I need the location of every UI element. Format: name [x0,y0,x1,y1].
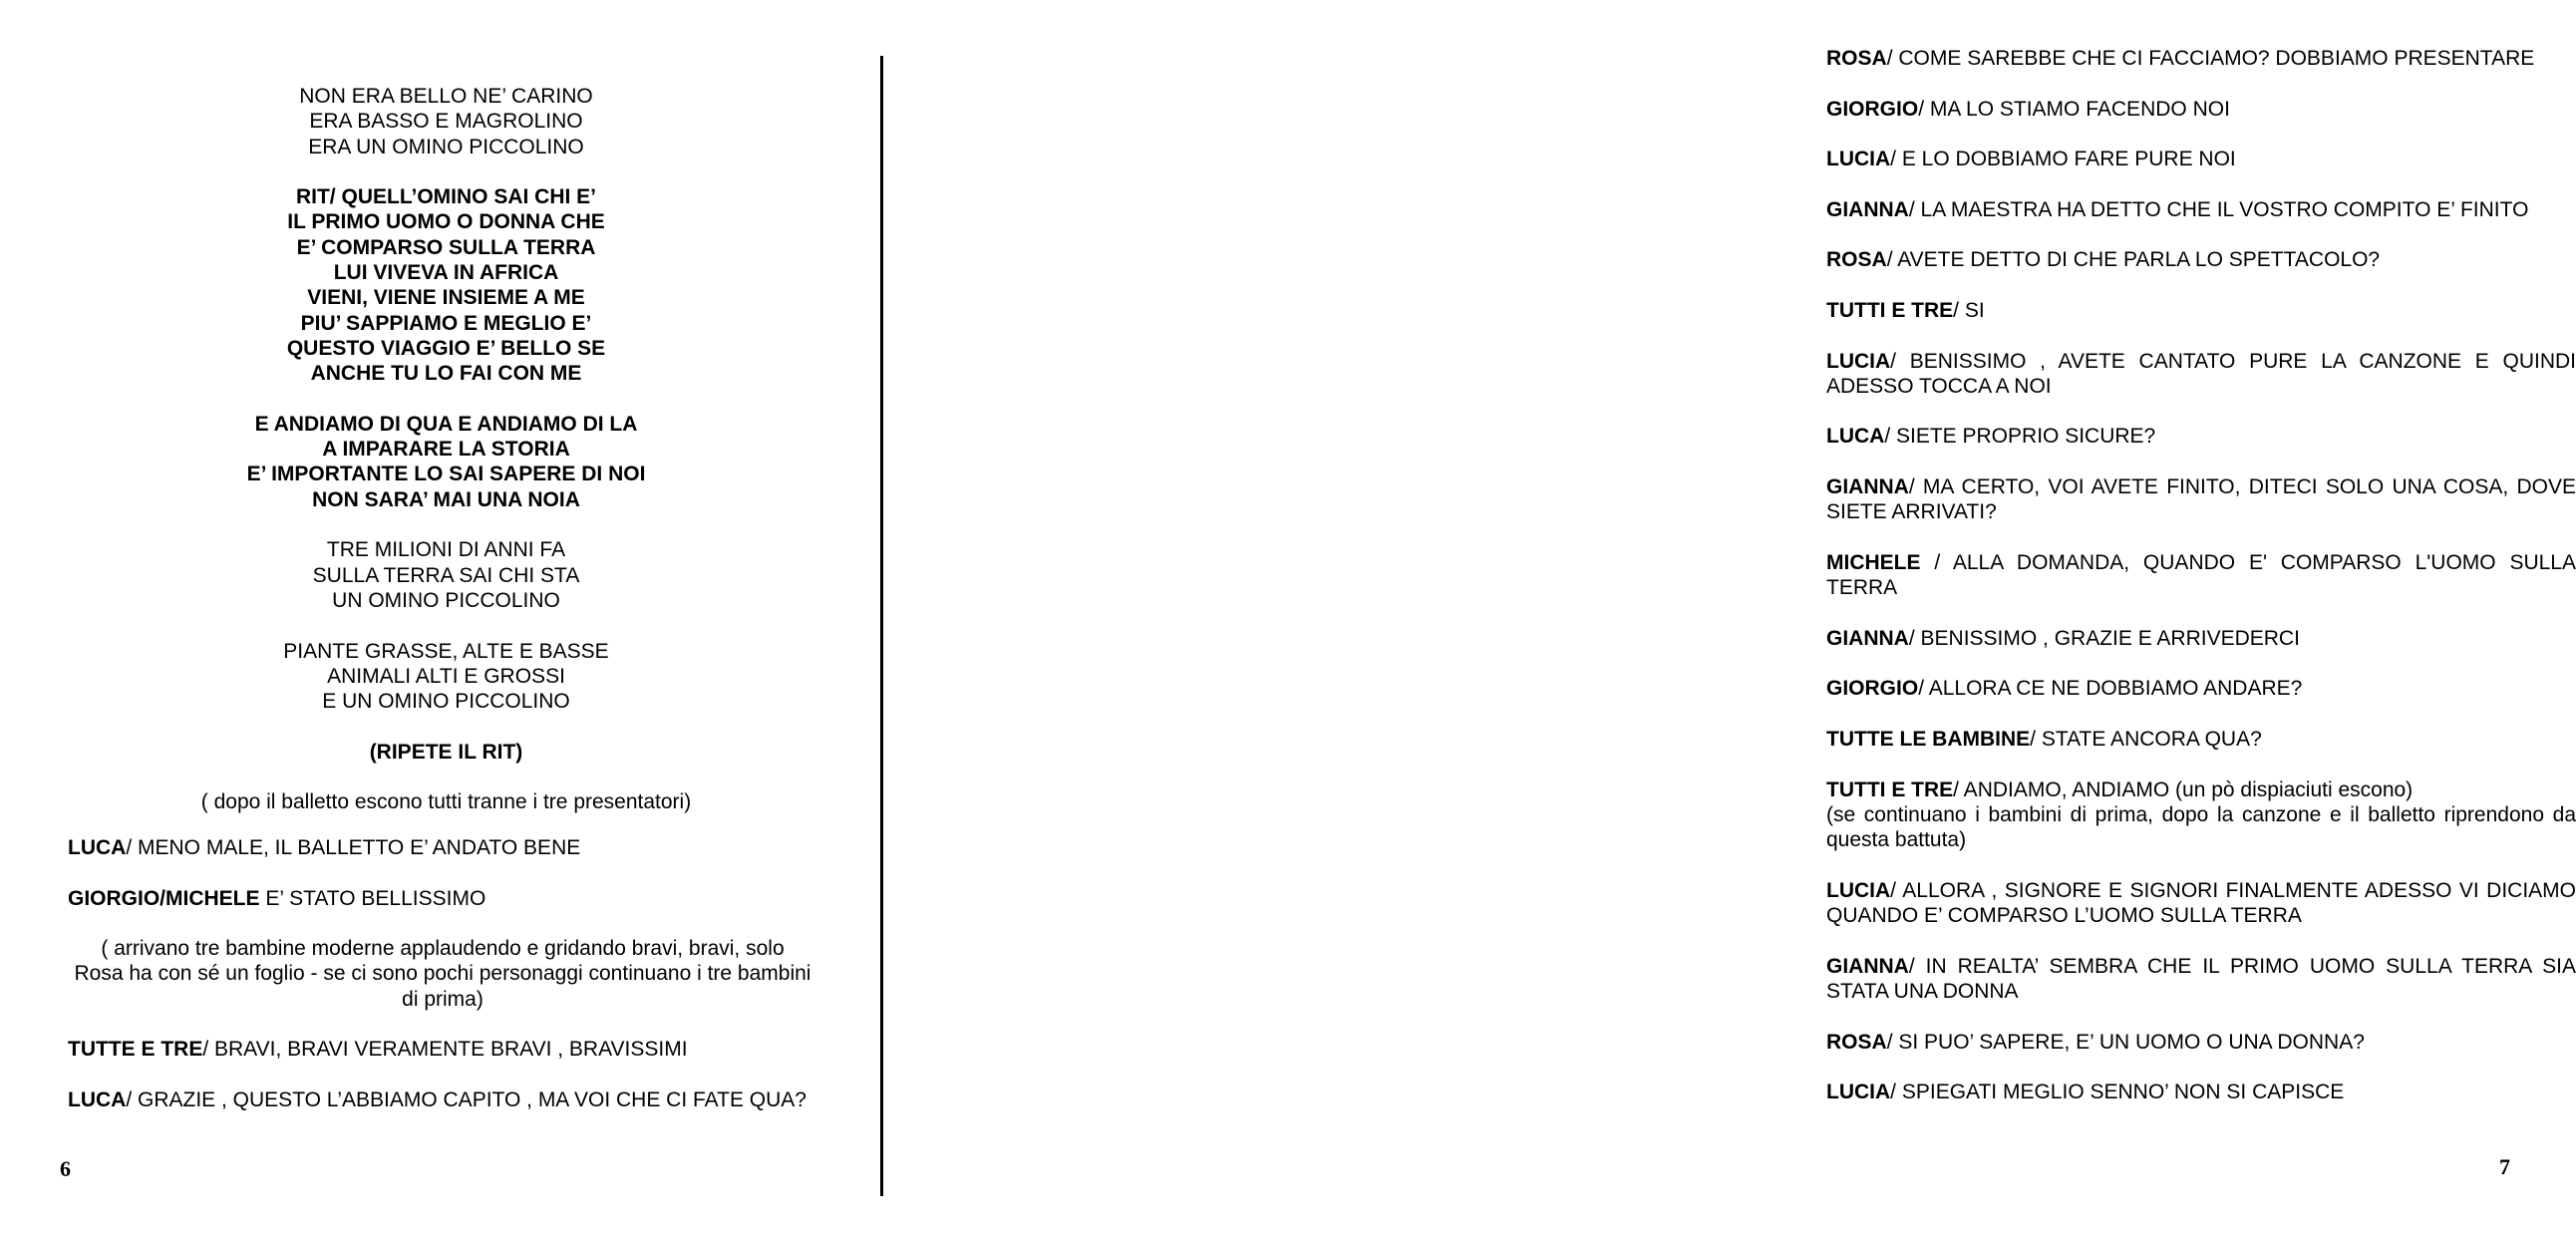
dialogue-line [1826,424,2576,449]
lyric-line: PIU’ SAPPIAMO E MEGLIO E’ [300,311,592,335]
song-stanza-3 [100,639,793,715]
speaker-name: GIANNA [1826,626,1909,650]
line-text: / MA LO STIAMO FACENDO NOI [1918,97,2230,121]
dialogue-line [1826,550,2576,601]
lyric-line: IL PRIMO UOMO O DONNA CHE [287,210,605,234]
dialogue-line [1826,46,2576,71]
lyric-line: SULLA TERRA SAI CHI STA [312,563,580,587]
dialogue-line [1826,954,2576,1005]
dialogue-line [1826,626,2576,651]
song-chorus-2 [100,412,793,512]
speaker-name: LUCIA [1826,349,1891,373]
dialogue-line [1826,97,2576,122]
page-divider [880,56,883,1196]
lyric-line: LUI VIVEVA IN AFRICA [333,261,559,285]
dialogue-line [1826,1030,2576,1055]
lyric-line: RIT/ QUELL’OMINO SAI CHI E’ [295,185,596,209]
speaker-name: LUCIA [1826,148,1891,171]
line-text: / BENISSIMO , GRAZIE E ARRIVEDERCI [1908,626,2300,650]
dialogue-line [68,886,817,911]
lyric-line: VIENI, VIENE INSIEME A ME [307,286,585,310]
lyric-line: NON ERA BELLO NE’ CARINO [299,85,593,108]
lyric-line: NON SARA’ MAI UNA NOIA [312,487,580,511]
line-text: / GRAZIE , QUESTO L’ABBIAMO CAPITO , MA VOI CHE CI FATE QUA? [126,1087,806,1111]
dialogue-line [1826,727,2576,752]
speaker-name: GIORGIO [1826,677,1919,701]
line-text: / STATE ANCORA QUA? [2030,728,2262,752]
dialogue-line [1826,247,2576,272]
stage-direction: ( arrivano tre bambine moderne applaudendo e gridando bravi, bravi, solo Rosa ha con sé un foglio - se ci sono pochi personaggi continuano i tre bambini di prima) [74,937,811,1011]
right-page [887,0,2576,1236]
song-stanza-2 [100,537,793,613]
dialogue-line [68,1087,817,1112]
speaker-name: TUTTI E TRE [1826,777,1954,801]
line-text: E’ STATO BELLISSIMO [259,886,486,910]
speaker-name: GIORGIO/MICHELE [68,886,260,910]
dialogue-right [1826,46,2576,1130]
lyric-line: E ANDIAMO DI QUA E ANDIAMO DI LA [254,412,638,436]
speaker-name: TUTTI E TRE [1826,298,1954,322]
line-text: / SI [1953,298,1985,322]
song-chorus [100,184,793,386]
line-text: / BRAVI, BRAVI VERAMENTE BRAVI , BRAVISSIMI [202,1038,688,1062]
speaker-name: ROSA [1826,47,1887,70]
line-text: / MENO MALE, IL BALLETTO E’ ANDATO BENE [126,836,581,859]
dialogue-line [68,835,817,860]
lyric-line: E UN OMINO PICCOLINO [322,690,570,714]
line-text: / ALLORA , SIGNORE E SIGNORI FINALMENTE ADESSO VI DICIAMO QUANDO E’ COMPARSO L’UOMO SULLA TERRA [1826,878,2576,928]
line-text: / IN REALTA’ SEMBRA CHE IL PRIMO UOMO SULLA TERRA SIA STATA UNA DONNA [1826,954,2576,1003]
speaker-name: GIORGIO [1826,97,1919,121]
speaker-name: LUCIA [1826,1081,1891,1104]
speaker-name: LUCA [68,1087,127,1111]
speaker-name: TUTTE LE BAMBINE [1826,728,2031,752]
speaker-name: LUCIA [1826,878,1891,902]
dialogue-line [1826,777,2576,853]
dialogue-line [1826,197,2576,222]
speaker-name: GIANNA [1826,954,1909,978]
lyric-line: UN OMINO PICCOLINO [332,588,560,612]
dialogue-line [68,1037,817,1062]
line-text: / SPIEGATI MEGLIO SENNO’ NON SI CAPISCE [1890,1081,2345,1104]
dialogue-line [1826,147,2576,171]
line-text: / ALLORA CE NE DOBBIAMO ANDARE? [1918,677,2303,701]
page-number: 6 [60,1156,71,1181]
line-text: / SI PUO’ SAPERE, E’ UN UOMO O UNA DONNA? [1886,1030,2365,1054]
line-text: / LA MAESTRA HA DETTO CHE IL VOSTRO COMPITO E’ FINITO [1908,197,2529,221]
lyric-line: ANIMALI ALTI E GROSSI [327,664,565,688]
line-text: / E LO DOBBIAMO FARE PURE NOI [1890,148,2236,171]
speaker-name: MICHELE [1826,550,1921,574]
lyric-line: A IMPARARE LA STORIA [322,438,570,462]
dialogue-line [1826,878,2576,929]
speaker-name: ROSA [1826,248,1887,272]
line-text: / MA CERTO, VOI AVETE FINITO, DITECI SOLO UNA COSA, DOVE SIETE ARRIVATI? [1826,475,2576,524]
dialogue-line [1826,1080,2576,1104]
speaker-name: ROSA [1826,1030,1887,1054]
line-text: / COME SAREBBE CHE CI FACCIAMO? DOBBIAMO PRESENTARE [1886,47,2535,70]
lyric-line: PIANTE GRASSE, ALTE E BASSE [283,639,609,663]
lyric-line: ERA UN OMINO PICCOLINO [308,135,584,158]
lyric-line: E’ IMPORTANTE LO SAI SAPERE DI NOI [246,463,646,486]
speaker-name: GIANNA [1826,197,1909,221]
line-text: / ANDIAMO, ANDIAMO (un pò dispiaciuti escono) [1953,777,2414,801]
song-stanza-1 [100,84,793,159]
dialogue-line [1826,298,2576,323]
line-text: / BENISSIMO , AVETE CANTATO PURE LA CANZONE E QUINDI ADESSO TOCCA A NOI [1826,349,2576,398]
lyric-line: ANCHE TU LO FAI CON ME [310,362,582,386]
speaker-name: GIANNA [1826,475,1909,499]
dialogue-line [1826,349,2576,400]
line-text: / AVETE DETTO DI CHE PARLA LO SPETTACOLO? [1886,248,2381,272]
dialogue-line [1826,474,2576,525]
stage-direction: (se continuano i bambini di prima, dopo la canzone e il balletto riprendono da questa battuta) [1826,802,2576,852]
lyric-line: E’ COMPARSO SULLA TERRA [296,235,596,259]
repeat-chorus [100,740,793,765]
lyric-line: QUESTO VIAGGIO E’ BELLO SE [286,336,606,360]
lyric-line: ERA BASSO E MAGROLINO [309,110,583,134]
lyric-line: TRE MILIONI DI ANNI FA [326,538,566,562]
repeat-chorus-text: (RIPETE IL RIT) [369,740,523,764]
stage-direction: ( dopo il balletto escono tutti tranne i tre presentatori) [200,790,692,814]
page-number: 7 [2499,1154,2510,1179]
dialogue-left [68,835,817,1138]
speaker-name: TUTTE E TRE [68,1038,203,1062]
dialogue-line [1826,676,2576,701]
line-text: / SIETE PROPRIO SICURE? [1884,425,2156,449]
left-page [0,0,877,1236]
speaker-name: LUCA [1826,425,1885,449]
song-lyrics [100,84,793,840]
line-text: / ALLA DOMANDA, QUANDO E' COMPARSO L'UOMO SULLA TERRA [1826,550,2576,600]
speaker-name: LUCA [68,836,127,859]
